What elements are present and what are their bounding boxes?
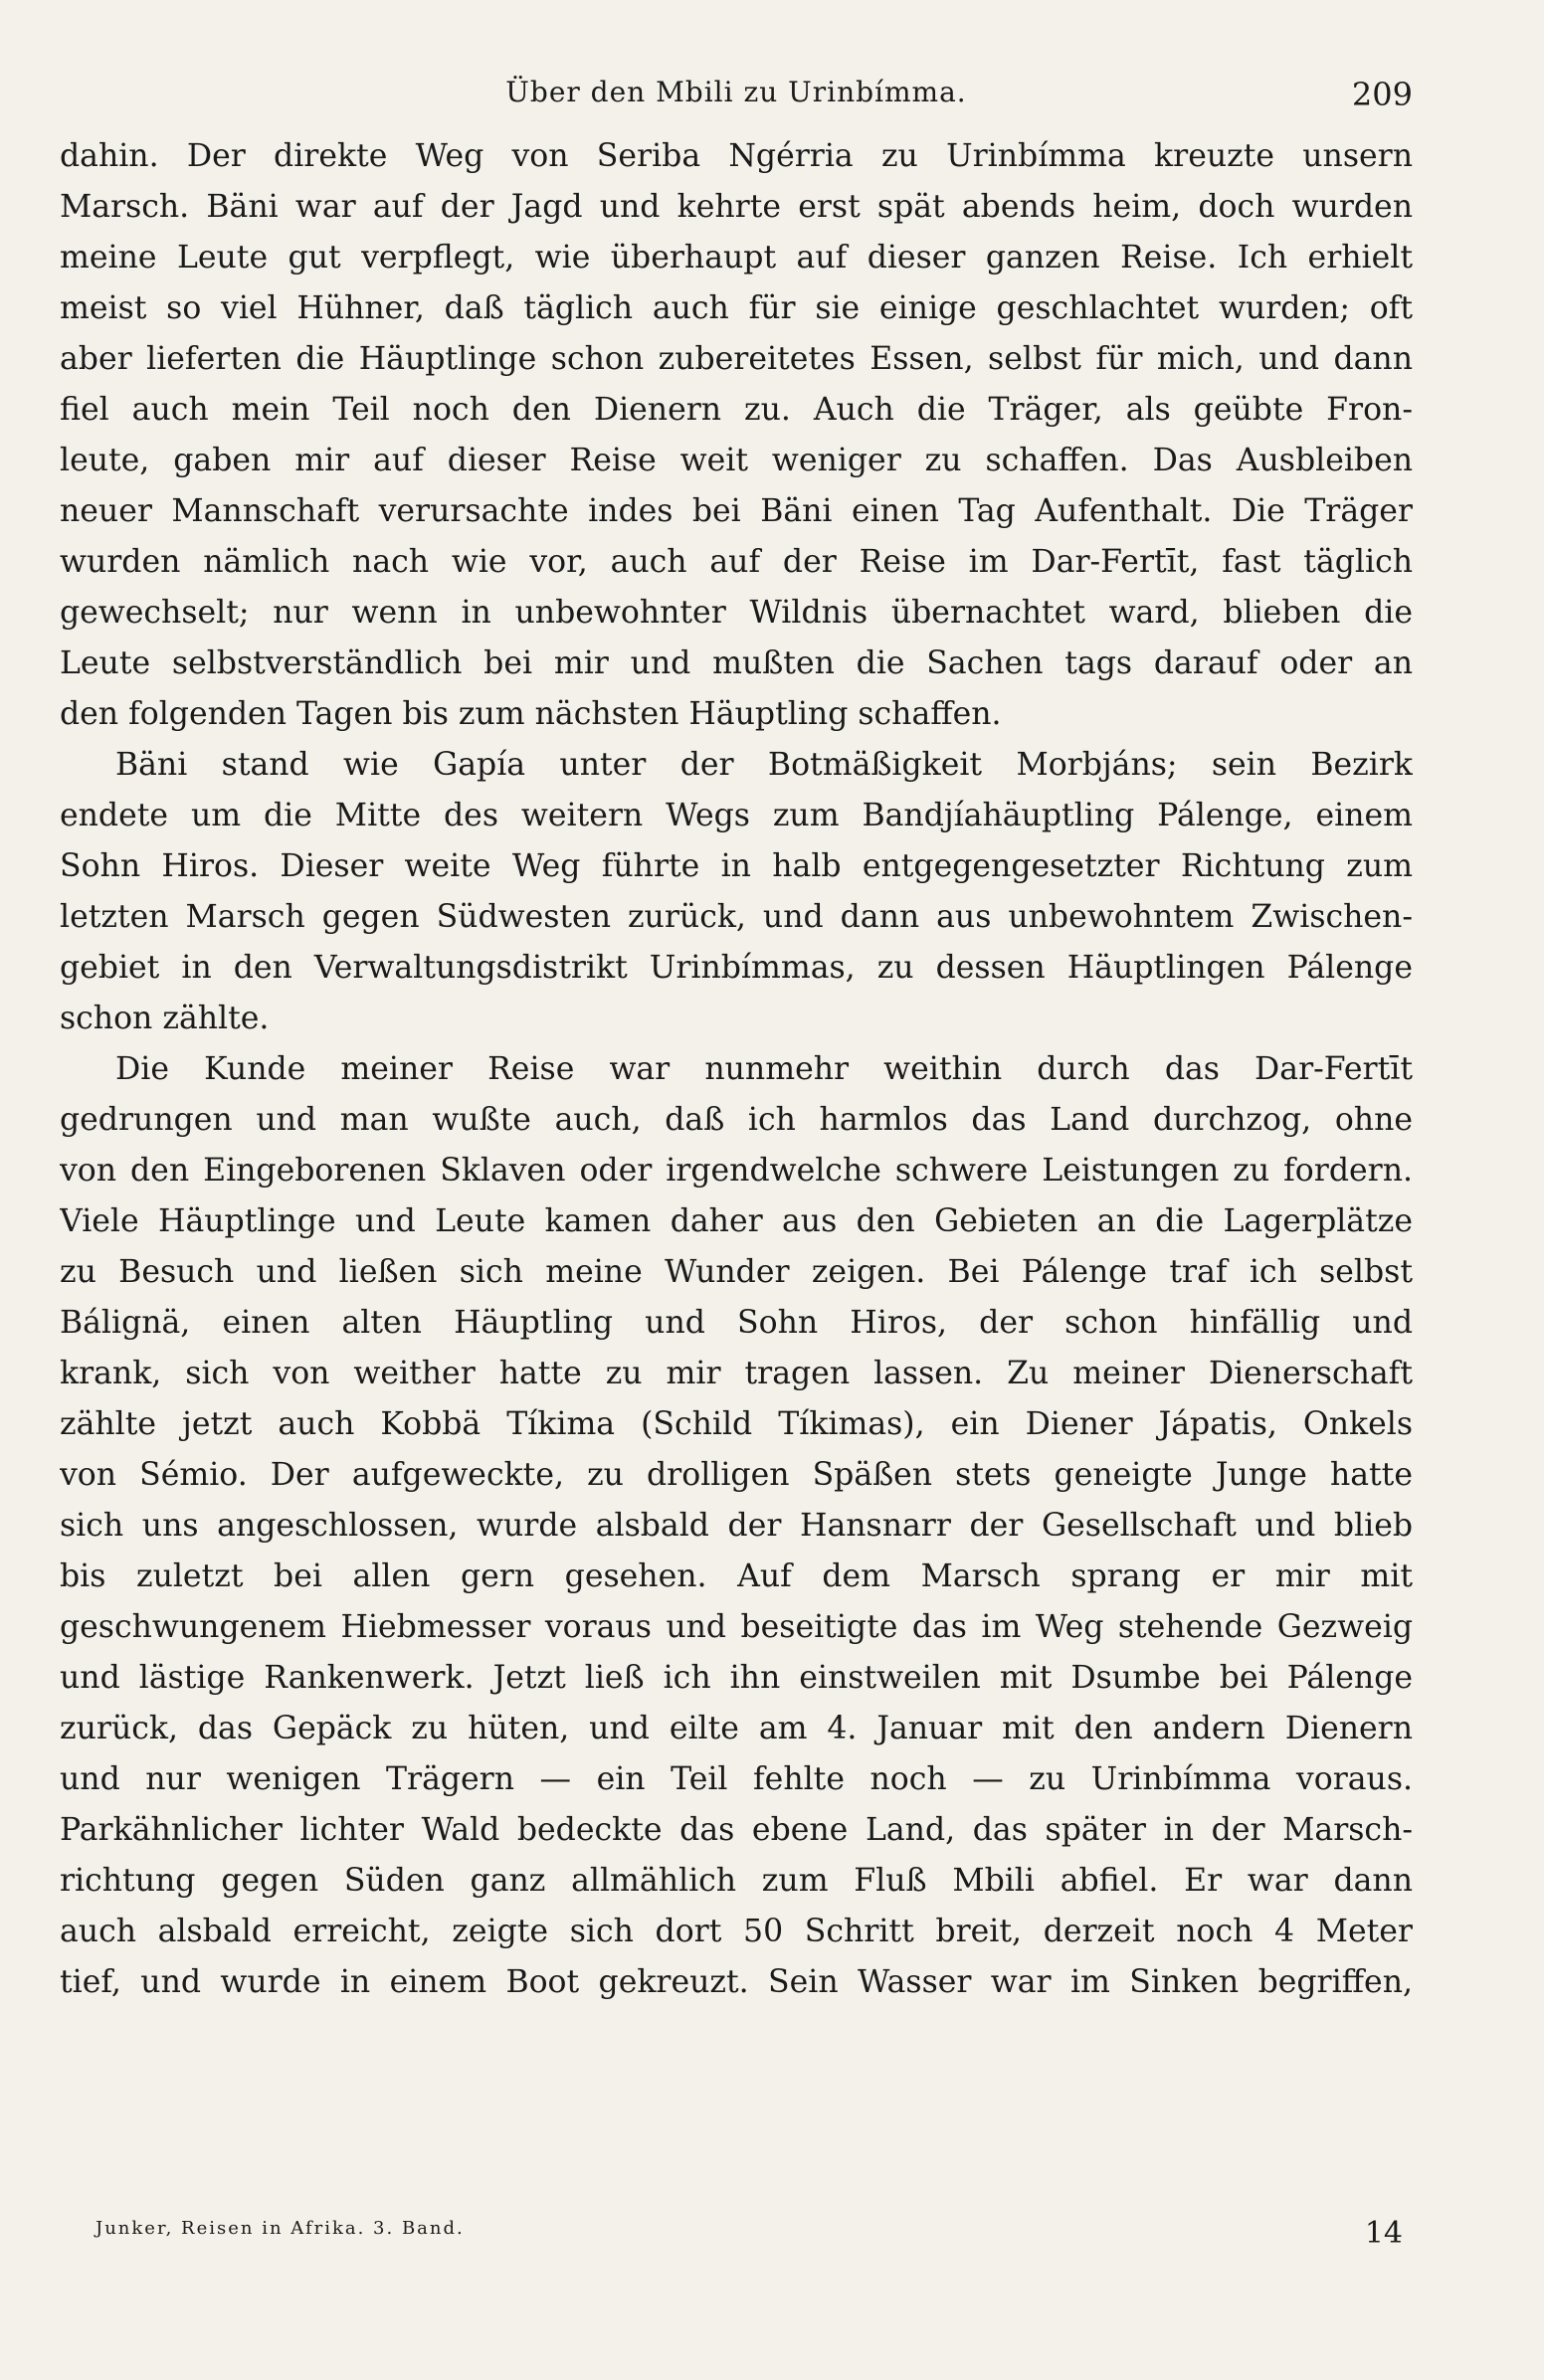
- text-line: sich uns angeschlossen, wurde alsbald der Hansnarr der Gesellschaft und blieb: [60, 1508, 1413, 1544]
- text-line: zählte jetzt auch Kobbä Tíkima (Schild Tíkimas), ein Diener Jápatis, Onkels: [60, 1406, 1413, 1442]
- text-line: den folgenden Tagen bis zum nächsten Häuptling schaffen.: [60, 696, 1002, 732]
- text-line: Leute selbstverständlich bei mir und mußten die Sachen tags darauf oder an: [60, 645, 1413, 681]
- text-line: krank, sich von weither hatte zu mir tragen lassen. Zu meiner Dienerschaft: [60, 1356, 1413, 1391]
- page-number: 209: [1351, 76, 1413, 113]
- text-line: Viele Häuptlinge und Leute kamen daher aus den Gebieten an die Lagerplätze: [60, 1203, 1413, 1239]
- running-head: [60, 76, 1413, 119]
- sheet-number: 14: [1364, 2216, 1403, 2251]
- text-line: Sohn Hiros. Dieser weite Weg führte in halb entgegengesetzter Richtung zum: [60, 848, 1413, 884]
- printer-signature: Junker, Reisen in Afrika. 3. Band.: [96, 2218, 465, 2239]
- body-text: [60, 131, 1413, 2008]
- text-line: endete um die Mitte des weitern Wegs zum Bandjíahäuptling Pálenge, einem: [60, 798, 1413, 833]
- text-line: meist so viel Hühner, daß täglich auch für sie einige geschlachtet wurden; oft: [60, 290, 1413, 326]
- page-footer: [96, 2216, 1413, 2256]
- text-line: gedrungen und man wußte auch, daß ich harmlos das Land durchzog, ohne: [60, 1102, 1413, 1138]
- text-line: zurück, das Gepäck zu hüten, und eilte am 4. Januar mit den andern Dienern: [60, 1711, 1413, 1746]
- text-line: und nur wenigen Trägern — ein Teil fehlte noch — zu Urinbímma voraus.: [60, 1761, 1413, 1797]
- text-line: Parkähnlicher lichter Wald bedeckte das ebene Land, das später in der Marsch-: [60, 1812, 1413, 1848]
- text-line: leute, gaben mir auf dieser Reise weit weniger zu schaffen. Das Ausbleiben: [60, 443, 1413, 478]
- text-line: Die Kunde meiner Reise war nunmehr weithin durch das Dar-Fertīt: [115, 1051, 1413, 1087]
- text-line: tief, und wurde in einem Boot gekreuzt. Sein Wasser war im Sinken begriffen,: [60, 1964, 1413, 2000]
- text-line: gewechselt; nur wenn in unbewohnter Wildnis übernachtet ward, blieben die: [60, 595, 1413, 631]
- text-line: dahin. Der direkte Weg von Seriba Ngérria zu Urinbímma kreuzte unsern: [60, 138, 1413, 174]
- text-line: gebiet in den Verwaltungsdistrikt Urinbímmas, zu dessen Häuptlingen Pálenge: [60, 950, 1413, 986]
- text-line: schon zählte.: [60, 1001, 270, 1036]
- text-line: meine Leute gut verpflegt, wie überhaupt auf dieser ganzen Reise. Ich erhielt: [60, 240, 1413, 275]
- text-line: Marsch. Bäni war auf der Jagd und kehrte erst spät abends heim, doch wurden: [60, 189, 1413, 225]
- text-line: bis zuletzt bei allen gern gesehen. Auf dem Marsch sprang er mir mit: [60, 1558, 1413, 1594]
- text-line: von Sémio. Der aufgeweckte, zu drolligen Späßen stets geneigte Junge hatte: [60, 1457, 1413, 1493]
- text-line: aber lieferten die Häuptlinge schon zubereitetes Essen, selbst für mich, und dann: [60, 341, 1413, 377]
- text-line: neuer Mannschaft verursachte indes bei Bäni einen Tag Aufenthalt. Die Träger: [60, 493, 1413, 529]
- text-line: von den Eingeborenen Sklaven oder irgendwelche schwere Leistungen zu fordern.: [60, 1153, 1413, 1189]
- text-line: letzten Marsch gegen Südwesten zurück, und dann aus unbewohntem Zwischen-: [60, 899, 1413, 935]
- text-line: fiel auch mein Teil noch den Dienern zu. Auch die Träger, als geübte Fron-: [60, 392, 1413, 428]
- running-title: Über den Mbili zu Urinbímma.: [505, 76, 967, 108]
- text-line: Bäni stand wie Gapía unter der Botmäßigkeit Morbjáns; sein Bezirk: [115, 747, 1413, 783]
- text-line: Bálignä, einen alten Häuptling und Sohn Hiros, der schon hinfällig und: [60, 1305, 1413, 1341]
- text-line: wurden nämlich nach wie vor, auch auf der Reise im Dar-Fertīt, fast täglich: [60, 544, 1413, 580]
- text-line: zu Besuch und ließen sich meine Wunder zeigen. Bei Pálenge traf ich selbst: [60, 1254, 1413, 1290]
- text-line: auch alsbald erreicht, zeigte sich dort 50 Schritt breit, derzeit noch 4 Meter: [60, 1914, 1413, 1949]
- text-line: und lästige Rankenwerk. Jetzt ließ ich ihn einstweilen mit Dsumbe bei Pálenge: [60, 1660, 1413, 1696]
- text-line: richtung gegen Süden ganz allmählich zum Fluß Mbili abfiel. Er war dann: [60, 1863, 1413, 1899]
- text-line: geschwungenem Hiebmesser voraus und beseitigte das im Weg stehende Gezweig: [60, 1609, 1413, 1645]
